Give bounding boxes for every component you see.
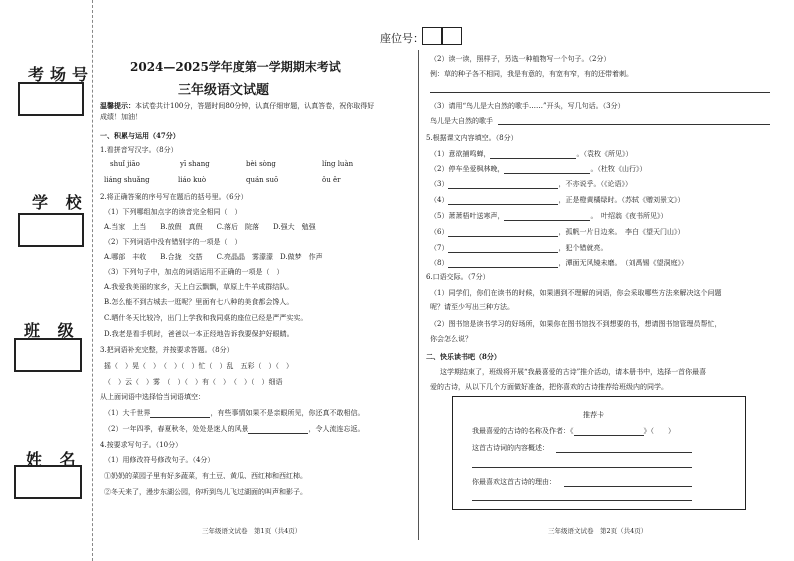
q2-s3-c: C.晒什冬天比较冷，出门上学我和我同桌的座位已经是严严实实。 (104, 314, 308, 322)
q4-3-start: 鸟儿是大自然的歌手 (430, 117, 493, 125)
card-title: 推荐卡 (583, 411, 604, 419)
q3-fill-2-pre: （2）一年四季，春夏秋冬，处处是迷人的风景 (104, 425, 249, 433)
q5-line-post: 。（杜牧《山行》） (590, 165, 647, 173)
reading-text-2: 爱的古诗，从以下几个方面做好准备，把你喜欢的古诗推荐给班级内的同学。 (430, 383, 668, 391)
q5-blank[interactable] (490, 151, 576, 159)
class-box[interactable] (14, 338, 82, 372)
section2-title: 二、快乐读书吧（8分） (426, 352, 501, 361)
q5-line-post: 。 叶绍翁《夜书所见》） (590, 212, 668, 220)
name-box[interactable] (14, 465, 82, 499)
q3-row2: （ ）云（ ）雾 （ ）（ ）有（ ） （ ）（ ）细语 (104, 378, 283, 386)
q3-fill-2 (104, 425, 364, 434)
q2-s3: （3）下列句子中，加点的词语运用不正确的一项是（ ） (104, 268, 284, 276)
q2-s3-d: D.我老是看手机时，爸爸以一本正经地告诉我要保护好眼睛。 (104, 330, 294, 338)
q5-blank[interactable] (448, 229, 558, 237)
q5-line-pre: （6） (430, 228, 449, 236)
q2-s1-options: A.当家 上当 B.放假 真假 C.落后 院落 D.强大 勉强 (104, 223, 316, 231)
tip-text: 本试卷共计100分，答题时间80分钟，认真仔细审题，认真答卷，祝你取得好 (135, 102, 375, 110)
q5-blank[interactable] (448, 245, 558, 253)
q4-3: （3）请用“鸟儿是大自然的歌手……”开头，写几句话。（3分） (430, 102, 625, 110)
card-line-3: 你最喜欢这首古诗的理由： (472, 478, 556, 486)
q5-line-post: ，正是橙黄橘绿时。（苏轼《赠刘景文》） (558, 196, 685, 204)
q3-fill-1-post: ，有些事情如果不是亲眼所见，你还真不敢相信。 (210, 409, 365, 417)
q5-line-pre: （1）意欲捕鸣蝉， (430, 150, 491, 158)
q5-title: 5.根据课文内容填空。（8分） (426, 134, 518, 142)
q5-blank[interactable] (448, 197, 558, 205)
q5-line-pre: （2）停车坐爱枫林晚， (430, 165, 505, 173)
pinyin-5: liáng shuǎng (104, 176, 150, 184)
school-box[interactable] (18, 213, 84, 247)
q3-fill-1 (104, 409, 364, 418)
q6-title: 6.口语交际。（7分） (426, 273, 490, 281)
pinyin-4: líng luàn (322, 160, 354, 168)
q5-line-pre: （3） (430, 180, 449, 188)
q5-line-pre: （5）萧萧梧叶送寒声， (430, 212, 505, 220)
q3-blank-2[interactable] (248, 426, 308, 434)
q5-line-pre: （4） (430, 196, 449, 204)
seat-label: 座位号： (380, 32, 424, 45)
q5-blank[interactable] (448, 260, 558, 268)
q5-blank[interactable] (504, 166, 590, 174)
card-blank-title[interactable] (574, 428, 644, 436)
card-line-1-pre: 我最喜爱的古诗的名称及作者：《 (472, 427, 574, 435)
q6-2: （2）图书馆是读书学习的好场所，如果你在图书馆找不到想要的书，想请图书馆管理员帮忙， (430, 320, 722, 328)
q3-sub: 从上面词语中选择恰当词语填空： (100, 393, 205, 401)
q5-line-post: ，孤帆一片日边来。 李白《望天门山》） (558, 228, 685, 236)
q5-line (430, 150, 632, 159)
tip-text-2: 成绩！加油！ (100, 113, 142, 121)
q5-line-pre: （7） (430, 244, 449, 252)
q2-s3-b: B.怎么能不到古城去一逛呢？里面有七八种的美食都会馋人。 (104, 298, 294, 306)
pinyin-8: ǒu ěr (322, 176, 341, 184)
card-answer-line-1[interactable] (556, 452, 692, 453)
name-label: 姓 名 (26, 450, 82, 469)
pinyin-2: yī shang (180, 160, 210, 168)
q4-title: 4.按要求写句子。（10分） (100, 441, 183, 449)
pinyin-7: quán suō (246, 176, 279, 184)
q3-title: 3.把词语补充完整，并按要求答题。（8分） (100, 346, 234, 354)
q5-line (430, 212, 667, 221)
q2-s2-options: A.哪部 丰收 B.合拢 交搭 C.亮晶晶 雾濛濛 D.做梦 作声 (104, 253, 323, 261)
reading-text-1: 这学期结束了，班级将开展“我最喜爱的古诗”推介活动，请本册书中，选择一首你最喜 (440, 368, 707, 376)
q3-fill-2-post: ，令人流连忘返。 (308, 425, 365, 433)
q5-blank[interactable] (504, 213, 590, 221)
q5-line (430, 244, 607, 253)
q1-title: 1.看拼音写汉字。（8分） (100, 146, 178, 154)
q6-1: （1）同学们，你们在读书的时候，如果遇到不理解的词语，你会采取哪些方法来解决这个问题 (430, 289, 722, 297)
q5-line-post: ，不亦说乎。（《论语》） (558, 180, 632, 188)
seat-box-2[interactable] (442, 27, 462, 45)
exam-room-box[interactable] (18, 82, 84, 116)
q3-blank-1[interactable] (150, 410, 210, 418)
q5-blank[interactable] (448, 181, 558, 189)
q3-row1: 摇（ ）晃（ ） （ ）（ ）忙（ ）乱 五彩（ ）（ ） (104, 362, 293, 370)
q5-line (430, 165, 646, 174)
exam-year-title: 2024—2025学年度第一学期期末考试 (130, 60, 341, 74)
q2-s3-a: A.我爱我美丽的家乡，天上白云飘飘，草原上牛羊成群结队。 (104, 283, 294, 291)
q2-s2: （2）下列词语中没有错别字的一项是（ ） (104, 238, 242, 246)
q4-s1-b: ②冬天来了，漫步东湖公园，你听到鸟儿飞过湖面的叫声和影子。 (104, 488, 307, 496)
q6-1b: 呢？请至少写出三种方法。 (430, 303, 514, 311)
exam-room-label: 考场号 (28, 65, 95, 84)
answer-line-2[interactable] (498, 124, 770, 125)
subject-title: 三年级语文试题 (178, 83, 270, 98)
card-line-1-post: 》（ ） (643, 427, 675, 435)
pinyin-6: liáo kuò (178, 176, 207, 184)
footer-right: 三年级语文试卷 第2页（共4页） (548, 527, 648, 535)
column-divider (418, 50, 419, 540)
q4-2: （2）读一读，照样子，另选一种植物写一个句子。（2分） (430, 55, 611, 63)
seat-box-1[interactable] (422, 27, 442, 45)
q3-fill-1-pre: （1）大千世界 (104, 409, 151, 417)
card-line-1 (472, 427, 675, 436)
pinyin-3: bèi sòng (246, 160, 276, 168)
class-label: 班 级 (24, 321, 80, 340)
q5-line (430, 259, 688, 268)
answer-line-1[interactable] (430, 92, 770, 93)
q2-title: 2.将正确答案的序号写在题后的括号里。（6分） (100, 193, 248, 201)
q5-line-pre: （8） (430, 259, 449, 267)
tip-label: 温馨提示： (100, 101, 135, 110)
q4-s1-a: ①奶奶的菜园子里有好多蔬菜，有土豆、黄瓜、西红柿和西红柿。 (104, 472, 307, 480)
q4-s1: （1）用修改符号修改句子。（4分） (104, 456, 215, 464)
card-line-2: 这首古诗词的内容概述： (472, 444, 549, 452)
card-answer-line-2[interactable] (472, 467, 692, 468)
card-answer-line-3[interactable] (564, 486, 692, 487)
footer-left: 三年级语文试卷 第1页（共4页） (202, 527, 302, 535)
q5-line (430, 180, 632, 189)
q5-line (430, 196, 684, 205)
q2-s1: （1）下列哪组加点字的读音完全相同（ ） (104, 208, 242, 216)
q5-line-post: 。（袁枚《所见》） (576, 150, 633, 158)
tip (100, 101, 374, 111)
q6-2b: 你会怎么说？ (430, 335, 472, 343)
school-label: 学 校 (32, 193, 88, 212)
section1-title: 一、积累与运用（47分） (100, 131, 180, 140)
q5-line (430, 228, 684, 237)
q5-line-post: ，犯个错就亮。 (558, 244, 608, 252)
pinyin-1: shuǐ jiāo (110, 160, 140, 168)
q5-line-post: ，潭面无风镜未磨。 （刘禹锡《望洞庭》） (558, 259, 688, 267)
q4-2-example: 例：草的种子各不相同，我是有意的，有宽有窄，有的还带着刺。 (430, 70, 633, 78)
card-answer-line-4[interactable] (472, 500, 692, 501)
binding-line (92, 0, 93, 561)
